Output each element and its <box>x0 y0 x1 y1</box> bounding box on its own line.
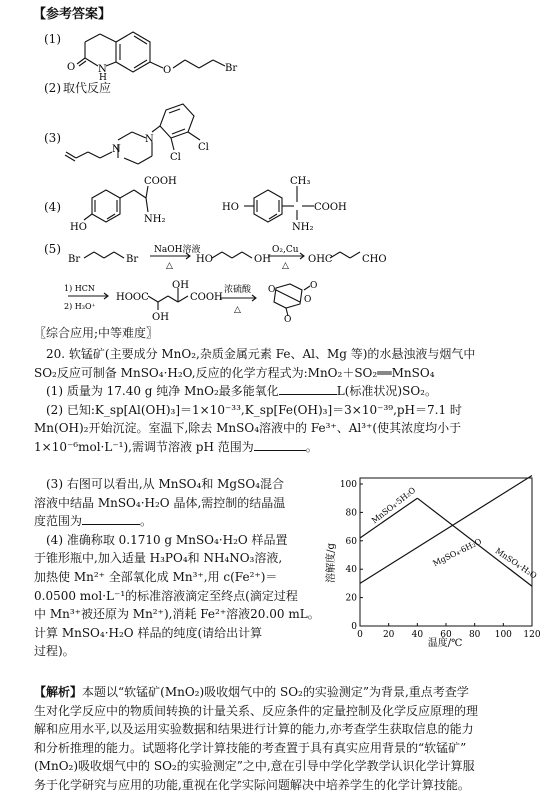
answer-blank-2 <box>254 438 306 451</box>
lactone-o4: O <box>284 315 292 325</box>
structure-methyltyrosine <box>222 172 372 234</box>
sub-question-2-line: (2) 已知:K_sp[Al(OH)₃]＝1×10⁻³³,K_sp[Fe(OH)₃]＝3×10⁻³⁹,pH＝7.1 时 <box>34 402 462 417</box>
piperazine-n2: N <box>112 144 121 155</box>
analysis-line: 生对化学反应中的物质间转换的计量关系、反应条件的定量控制及化学反应原理的理 <box>34 703 479 718</box>
sub-question-2-line: Mn(OH)₂开始沉淀。室温下,除去 MnSO₄溶液中的 Fe³⁺、Al³⁺(使其浓度均小于 <box>34 421 462 436</box>
stem-line: SO₂反应可制备 MnSO₄·H₂O,反应的化学方程式为:MnO₂＋SO₂══MnSO₄ <box>34 365 435 380</box>
x-tick-label: 100 <box>494 630 512 640</box>
condition-heat-2: △ <box>282 261 289 271</box>
br-left: Br <box>68 254 81 265</box>
condition-h2so4: 浓硫酸 <box>224 285 252 295</box>
bromine-atom: Br <box>225 63 238 74</box>
lactone-o1: O <box>268 285 276 295</box>
series-line <box>360 475 532 583</box>
chlorine-atom-1: Cl <box>170 152 181 163</box>
answer-2-label: (2) <box>44 81 61 95</box>
sub-question-3-last: 度范围为 。 <box>34 514 153 529</box>
structure-tyrosine <box>68 172 188 234</box>
y-tick-label: 60 <box>345 536 357 547</box>
sub-question-3-line: (3) 右图可以看出,从 MnSO₄和 MgSO₄混合 <box>34 477 284 491</box>
stem-line: 20. 软锰矿(主要成分 MnO₂,杂质金属元素 Fe、Al、Mg 等)的水悬浊液与烟气中 <box>34 347 476 361</box>
sub-question-4-line: 过程)。 <box>34 644 75 659</box>
diacid-oh-2: OH <box>172 280 189 291</box>
structure-answer-3 <box>66 102 266 172</box>
answer-4-label: (4) <box>44 200 61 214</box>
sub-question-4-line: (4) 准确称取 0.1710 g MnSO₄·H₂O 样品置 <box>34 532 288 547</box>
x-tick-label: 0 <box>357 630 363 640</box>
analysis-section <box>34 683 478 795</box>
dialdehyde-cho: CHO <box>362 254 387 265</box>
answer-3-label: (3) <box>44 131 61 145</box>
hydroxy-group-2: HO <box>222 202 239 213</box>
sub-question-4-line: 计算 MnSO₄·H₂O 样品的纯度(请给出计算 <box>34 625 263 640</box>
sub-question-3-line: 溶液中结晶 MnSO₄·H₂O 晶体,需控制的结晶温 <box>34 495 286 510</box>
lactone-o3: O <box>310 281 318 291</box>
y-tick-label: 0 <box>351 622 357 632</box>
condition-heat-3: △ <box>234 305 241 315</box>
x-tick-label: 40 <box>411 630 424 640</box>
diacid-cooh: COOH <box>190 292 223 303</box>
diol-ho: HO <box>196 254 213 265</box>
question-stem <box>34 345 475 457</box>
condition-h3o: 2) H₃O⁺ <box>64 302 96 311</box>
synthesis-route-row-2 <box>64 280 364 325</box>
diacid-hooc: HOOC <box>116 292 149 303</box>
series-label: MgSO₄·6H₂O <box>431 536 483 569</box>
answer-1-label: (1) <box>44 32 61 46</box>
condition-o2-cu: O₂,Cu <box>272 245 299 255</box>
question-left-column <box>34 475 320 661</box>
y-tick-label: 20 <box>345 593 357 604</box>
sub-question-4-line: 加热使 Mn²⁺ 全部氧化成 Mn³⁺,用 c(Fe²⁺)＝ <box>34 569 278 584</box>
structure-answer-1 <box>67 22 345 83</box>
section-title: 【参考答案】 <box>33 7 112 22</box>
hydrogen-atom: H <box>99 73 107 83</box>
solubility-chart <box>320 468 541 650</box>
nitrogen-atom: N <box>98 64 107 75</box>
diol-oh: OH <box>254 254 271 265</box>
condition-heat-1: △ <box>166 261 173 271</box>
diacid-oh-1: OH <box>152 312 169 323</box>
sub-question-4-line: 于锥形瓶中,加入适量 H₃PO₄和 NH₄NO₃溶液, <box>34 551 283 566</box>
amino-group-2: NH₂ <box>292 222 314 233</box>
answer-blank-1 <box>279 382 337 395</box>
methyl-group: CH₃ <box>290 176 311 187</box>
y-tick-label: 40 <box>345 565 357 576</box>
piperazine-n1: N <box>145 134 154 145</box>
cooh-group: COOH <box>144 176 177 187</box>
x-tick-label: 120 <box>523 630 541 640</box>
sub-question-4-line: 0.0500 mol·L⁻¹的标准溶液滴定至终点(滴定过程 <box>34 588 298 603</box>
synthesis-route-row-1 <box>62 234 402 274</box>
analysis-line: 解和应用水平,以及运用实验数据和结果进行计算的能力,亦考查学生获取信息的能力 <box>34 722 474 737</box>
hydroxy-group: HO <box>70 222 87 233</box>
lactone-o2: O <box>304 295 312 305</box>
chlorine-atom-2: Cl <box>198 142 209 153</box>
answer-5-label: (5) <box>44 242 61 256</box>
x-tick-label: 20 <box>382 630 395 640</box>
series-label: MnSO₄·5H₂O <box>370 485 418 526</box>
y-tick-label: 80 <box>345 508 357 519</box>
category-tag: 〖综合应用;中等难度〗 <box>34 326 159 340</box>
analysis-line: (MnO₂)吸收烟气中的 SO₂的实验测定”之中,意在引导中学化学教学认识化学计算服 <box>34 759 475 774</box>
cooh-group-2: COOH <box>314 202 347 213</box>
analysis-line: 务于化学研究与应用的功能,重视在化学实际问题解决中培养学生的化学计算技能。 <box>34 777 470 792</box>
sub-question-4-line: 中 Mn³⁺被还原为 Mn²⁺),消耗 Fe²⁺溶液20.00 mL。 <box>34 607 320 622</box>
sub-question-1: (1) 质量为 17.40 g 纯净 MnO₂最多能氧化 L(标准状况)SO₂。 <box>34 384 437 399</box>
y-axis-label: 溶解度/g <box>326 543 337 583</box>
x-axis-label: 温度/℃ <box>427 638 463 649</box>
analysis-tag: 【解析】 <box>34 685 83 699</box>
amino-group: NH₂ <box>144 214 166 225</box>
condition-naoh: NaOH溶液 <box>154 245 201 255</box>
series-label: MnSO₄·H₂O <box>493 546 539 581</box>
analysis-line: 和分析推理的能力。试题将化学计算技能的考查置于具有真实应用背景的“软锰矿” <box>34 740 467 755</box>
answer-2-text: 取代反应 <box>63 81 112 95</box>
x-tick-label: 60 <box>440 630 452 640</box>
sub-question-2-last: 1×10⁻⁶mol·L⁻¹),需调节溶液 pH 范围为 。 <box>34 439 318 454</box>
br-right: Br <box>126 254 139 265</box>
x-tick-label: 80 <box>468 630 481 640</box>
oxygen-atom: O <box>67 62 76 73</box>
ether-oxygen: O <box>163 65 172 76</box>
y-tick-label: 100 <box>339 480 357 490</box>
analysis-first-line: 【解析】本题以“软锰矿(MnO₂)吸收烟气中的 SO₂的实验测定”为背景,重点考查学 <box>34 685 469 699</box>
dialdehyde-ohc: OHC <box>308 254 333 265</box>
answer-blank-3 <box>82 512 140 525</box>
condition-hcn: 1) HCN <box>64 284 95 293</box>
